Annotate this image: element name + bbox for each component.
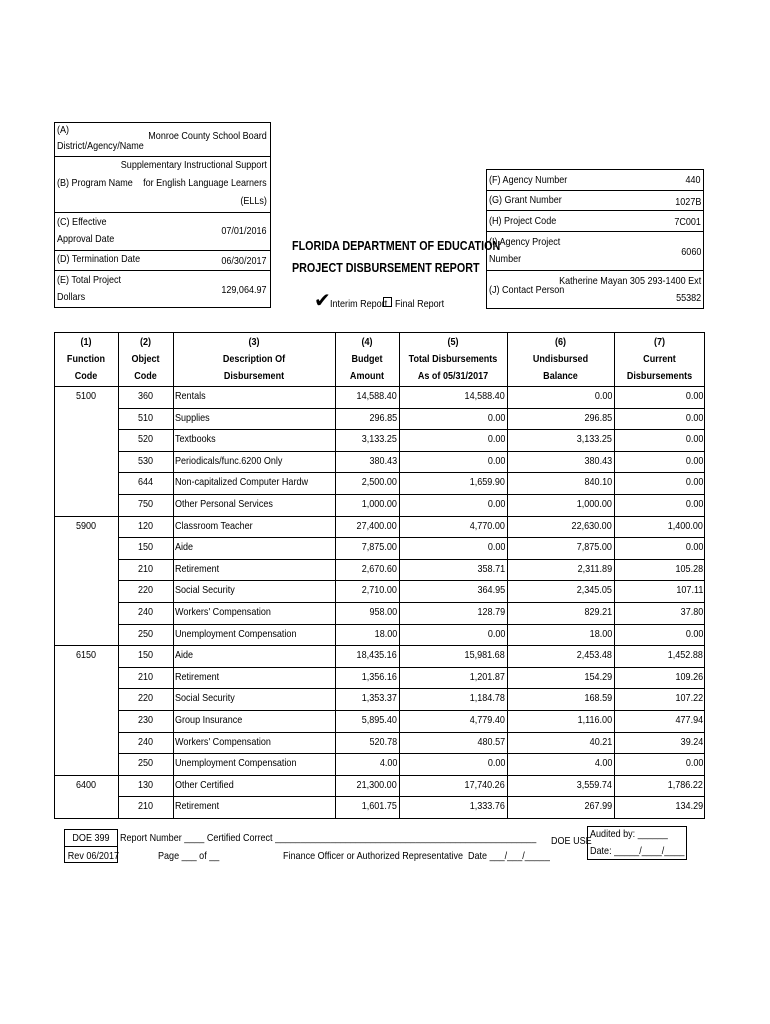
table-cell-undisbursed-balance[interactable]: 2,453.48 — [576, 649, 612, 662]
table-cell-undisbursed-balance[interactable]: 0.00 — [594, 390, 612, 402]
table-cell-description[interactable]: Workers' Compensation — [175, 606, 271, 618]
table-cell-description[interactable]: Social Security — [175, 692, 235, 705]
table-cell-budget-amount[interactable]: 1,000.00 — [361, 498, 397, 510]
column-header-undisbursed-balance: Balance — [543, 370, 578, 382]
table-cell-total-disbursements[interactable]: 0.00 — [487, 411, 505, 424]
table-cell-undisbursed-balance[interactable]: 40.21 — [589, 735, 612, 748]
table-cell-budget-amount[interactable]: 520.78 — [369, 735, 397, 748]
table-cell-object-code[interactable]: 530 — [137, 454, 154, 467]
table-cell-object-code[interactable]: 240 — [137, 606, 154, 618]
table-cell-undisbursed-balance[interactable]: 1,000.00 — [576, 498, 612, 510]
column-header-total-disbursements: As of 05/31/2017 — [417, 370, 489, 382]
column-header-budget-amount: Budget — [351, 353, 383, 365]
column-header-function-code: (1) — [80, 336, 92, 348]
table-cell-current-disbursements[interactable]: 0.00 — [685, 411, 703, 424]
table-cell-budget-amount[interactable]: 296.85 — [369, 411, 397, 424]
table-cell-budget-amount[interactable]: 5,895.40 — [361, 714, 397, 726]
table-cell-total-disbursements[interactable]: 1,201.87 — [469, 670, 505, 683]
interim-report-label[interactable]: Interim Report — [330, 298, 388, 310]
column-header-budget-amount: (4) — [361, 336, 373, 348]
table-cell-budget-amount[interactable]: 2,710.00 — [361, 584, 397, 597]
field-b-value-3[interactable]: (ELLs) — [240, 195, 267, 207]
field-c-label: (C) Effective — [57, 216, 107, 228]
form-number: DOE 399 — [72, 832, 110, 844]
page-of-line[interactable]: Page ___ of __ — [158, 850, 220, 862]
table-cell-budget-amount[interactable]: 18.00 — [374, 627, 397, 640]
finance-officer-label: Finance Officer or Authorized Representative — [283, 850, 464, 862]
field-a-label-2: District/Agency/Name — [57, 140, 144, 152]
table-cell-object-code[interactable]: 250 — [137, 627, 154, 640]
table-cell-undisbursed-balance[interactable]: 22,630.00 — [571, 519, 612, 532]
table-cell-undisbursed-balance[interactable]: 18.00 — [589, 627, 612, 640]
field-f-label: (F) Agency Number — [489, 174, 568, 186]
table-cell-total-disbursements[interactable]: 4,779.40 — [469, 714, 505, 726]
table-cell-description[interactable]: Other Personal Services — [175, 498, 273, 510]
table-cell-current-disbursements[interactable]: 107.22 — [675, 692, 703, 705]
table-cell-total-disbursements[interactable]: 0.00 — [487, 433, 505, 446]
table-cell-total-disbursements[interactable]: 358.71 — [477, 562, 505, 575]
table-cell-current-disbursements[interactable]: 105.28 — [675, 562, 703, 575]
column-header-description: Disbursement — [223, 370, 285, 382]
table-cell-object-code[interactable]: 210 — [137, 800, 154, 813]
checkmark-icon: ✔ — [314, 288, 331, 312]
table-cell-undisbursed-balance[interactable]: 1,116.00 — [577, 714, 612, 726]
table-cell-budget-amount[interactable]: 3,133.25 — [361, 433, 397, 446]
table-cell-current-disbursements[interactable]: 0.00 — [685, 454, 703, 467]
table-cell-budget-amount[interactable]: 1,353.37 — [361, 692, 397, 705]
column-header-description: Description Of — [222, 353, 286, 365]
table-cell-current-disbursements[interactable]: 37.80 — [680, 606, 703, 618]
column-header-current-disbursements: (7) — [653, 336, 666, 348]
column-header-total-disbursements: (5) — [447, 336, 459, 348]
table-cell-description[interactable]: Unemployment Compensation — [175, 757, 297, 770]
table-cell-current-disbursements[interactable]: 0.00 — [685, 757, 703, 770]
table-cell-undisbursed-balance[interactable]: 267.99 — [584, 800, 612, 813]
field-a-value[interactable]: Monroe County School Board — [148, 130, 267, 142]
table-cell-undisbursed-balance[interactable]: 154.29 — [584, 670, 612, 683]
table-cell-description[interactable]: Rentals — [175, 390, 206, 402]
table-cell-description[interactable]: Classroom Teacher — [175, 519, 253, 532]
table-cell-description[interactable]: Aide — [175, 649, 194, 662]
table-cell-current-disbursements[interactable]: 0.00 — [685, 433, 703, 446]
column-header-total-disbursements: Total Disbursements — [408, 353, 498, 365]
table-cell-object-code[interactable]: 230 — [137, 714, 154, 726]
audit-date-line[interactable]: Date: _____/____/____ — [590, 845, 685, 857]
table-cell-current-disbursements[interactable]: 39.24 — [680, 735, 703, 748]
table-cell-description[interactable]: Aide — [175, 541, 194, 554]
table-cell-description[interactable]: Social Security — [175, 584, 235, 597]
field-h-label: (H) Project Code — [489, 215, 557, 227]
table-cell-current-disbursements[interactable]: 477.94 — [675, 714, 703, 726]
field-j-label: (J) Contact Person — [489, 284, 565, 296]
field-i-label-2: Number — [489, 253, 522, 265]
table-cell-total-disbursements[interactable]: 15,981.68 — [464, 649, 505, 662]
table-cell-undisbursed-balance[interactable]: 380.43 — [584, 454, 612, 467]
table-cell-budget-amount[interactable]: 18,435.16 — [356, 649, 397, 662]
field-j-value-1[interactable]: Katherine Mayan 305 293-1400 Ext — [558, 275, 701, 287]
table-cell-current-disbursements[interactable]: 134.29 — [675, 800, 703, 813]
column-header-current-disbursements: Disbursements — [626, 370, 693, 382]
column-header-object-code: Object — [131, 353, 160, 365]
table-cell-current-disbursements[interactable]: 1,786.22 — [667, 778, 703, 791]
table-cell-total-disbursements[interactable]: 17,740.26 — [464, 778, 505, 791]
field-g-value[interactable]: 1027B — [674, 196, 701, 208]
table-cell-object-code[interactable]: 750 — [137, 498, 154, 510]
field-c-label-2: Approval Date — [57, 233, 115, 245]
table-cell-object-code[interactable]: 220 — [137, 692, 154, 705]
table-cell-object-code[interactable]: 150 — [137, 649, 154, 662]
table-cell-undisbursed-balance[interactable]: 2,345.05 — [576, 584, 612, 597]
doe-use-label: DOE USE — [551, 835, 592, 847]
table-cell-object-code[interactable]: 360 — [137, 390, 154, 402]
table-cell-description[interactable]: Periodicals/func.6200 Only — [175, 454, 283, 467]
table-cell-function-code[interactable]: 5900 — [75, 519, 97, 532]
table-cell-total-disbursements[interactable]: 0.00 — [487, 757, 505, 770]
table-cell-object-code[interactable]: 150 — [137, 541, 154, 554]
table-cell-budget-amount[interactable]: 1,601.75 — [361, 800, 397, 813]
table-cell-budget-amount[interactable]: 1,356.16 — [361, 670, 397, 683]
table-cell-total-disbursements[interactable]: 364.95 — [477, 584, 505, 597]
table-cell-function-code[interactable]: 6400 — [75, 778, 97, 791]
table-cell-object-code[interactable]: 520 — [137, 433, 154, 446]
table-cell-current-disbursements[interactable]: 0.00 — [685, 390, 703, 402]
column-header-undisbursed-balance: Undisbursed — [532, 353, 589, 365]
field-a-label: (A) — [57, 124, 70, 136]
column-header-function-code: Code — [74, 370, 98, 382]
table-cell-description[interactable]: Non-capitalized Computer Hardw — [175, 476, 309, 489]
column-header-undisbursed-balance: (6) — [554, 336, 567, 348]
table-cell-total-disbursements[interactable]: 1,184.78 — [469, 692, 505, 705]
table-cell-total-disbursements[interactable]: 0.00 — [487, 541, 505, 554]
field-e-label: (E) Total Project — [57, 274, 122, 286]
table-cell-description[interactable]: Retirement — [175, 800, 220, 813]
table-cell-total-disbursements[interactable]: 4,770.00 — [469, 519, 505, 532]
table-cell-total-disbursements[interactable]: 128.79 — [477, 606, 505, 618]
table-cell-undisbursed-balance[interactable]: 2,311.89 — [577, 562, 612, 575]
table-cell-description[interactable]: Unemployment Compensation — [175, 627, 297, 640]
table-cell-object-code[interactable]: 210 — [137, 562, 154, 575]
table-cell-object-code[interactable]: 210 — [137, 670, 154, 683]
table-cell-total-disbursements[interactable]: 0.00 — [487, 627, 505, 640]
table-cell-description[interactable]: Workers' Compensation — [175, 735, 271, 748]
table-cell-undisbursed-balance[interactable]: 168.59 — [584, 692, 612, 705]
table-cell-undisbursed-balance[interactable]: 7,875.00 — [576, 541, 612, 554]
table-cell-object-code[interactable]: 240 — [137, 735, 154, 748]
table-cell-object-code[interactable]: 644 — [137, 476, 154, 489]
table-cell-budget-amount[interactable]: 4.00 — [379, 757, 397, 770]
table-cell-current-disbursements[interactable]: 109.26 — [675, 670, 703, 683]
table-cell-undisbursed-balance[interactable]: 296.85 — [584, 411, 612, 424]
table-cell-budget-amount[interactable]: 27,400.00 — [356, 519, 397, 532]
column-header-current-disbursements: Current — [643, 353, 676, 365]
table-cell-total-disbursements[interactable]: 1,333.76 — [469, 800, 505, 813]
table-cell-budget-amount[interactable]: 958.00 — [369, 606, 397, 618]
table-cell-function-code[interactable]: 6150 — [75, 649, 97, 662]
table-cell-undisbursed-balance[interactable]: 840.10 — [584, 476, 612, 489]
table-cell-current-disbursements[interactable]: 0.00 — [685, 541, 703, 554]
form-revision: Rev 06/2017 — [67, 850, 119, 862]
table-cell-budget-amount[interactable]: 7,875.00 — [361, 541, 397, 554]
table-cell-current-disbursements[interactable]: 1,400.00 — [667, 519, 703, 532]
table-cell-total-disbursements[interactable]: 14,588.40 — [464, 390, 505, 402]
field-f-value[interactable]: 440 — [685, 174, 701, 186]
table-cell-budget-amount[interactable]: 380.43 — [369, 454, 397, 467]
report-number-line[interactable]: Report Number ____ Certified Correct ____________________________________________________ — [120, 832, 537, 844]
table-cell-function-code[interactable]: 5100 — [75, 390, 97, 402]
column-header-object-code: (2) — [139, 336, 152, 348]
table-cell-total-disbursements[interactable]: 0.00 — [487, 454, 505, 467]
table-cell-undisbursed-balance[interactable]: 4.00 — [594, 757, 612, 770]
table-cell-total-disbursements[interactable]: 480.57 — [477, 735, 505, 748]
table-cell-description[interactable]: Group Insurance — [175, 714, 243, 726]
field-i-label: (I) Agency Project — [489, 236, 561, 248]
table-cell-current-disbursements[interactable]: 0.00 — [685, 498, 703, 510]
field-b-value-1[interactable]: Supplementary Instructional Support — [120, 159, 267, 171]
page-subtitle: PROJECT DISBURSEMENT REPORT — [292, 261, 480, 275]
table-cell-total-disbursements[interactable]: 1,659.90 — [469, 476, 505, 489]
table-cell-current-disbursements[interactable]: 0.00 — [685, 476, 703, 489]
table-cell-budget-amount[interactable]: 21,300.00 — [356, 778, 397, 791]
table-cell-object-code[interactable]: 220 — [137, 584, 154, 597]
date-line[interactable]: Date ___/___/_____ — [468, 850, 550, 862]
column-header-description: (3) — [248, 336, 260, 348]
table-cell-object-code[interactable]: 250 — [137, 757, 154, 770]
field-c-value[interactable]: 07/01/2016 — [221, 225, 267, 237]
column-header-function-code: Function — [66, 353, 106, 365]
table-cell-undisbursed-balance[interactable]: 3,133.25 — [576, 433, 612, 446]
page-title: FLORIDA DEPARTMENT OF EDUCATION — [292, 239, 501, 253]
table-cell-current-disbursements[interactable]: 1,452.88 — [667, 649, 703, 662]
field-j-value-2[interactable]: 55382 — [675, 292, 701, 304]
field-e-value[interactable]: 129,064.97 — [221, 284, 267, 296]
table-cell-object-code[interactable]: 510 — [137, 411, 154, 424]
field-i-value[interactable]: 6060 — [680, 246, 701, 258]
field-h-value[interactable]: 7C001 — [674, 216, 701, 228]
column-header-budget-amount: Amount — [349, 370, 385, 382]
field-g-label: (G) Grant Number — [489, 194, 562, 206]
table-cell-description[interactable]: Retirement — [175, 670, 220, 683]
field-e-label-2: Dollars — [57, 291, 86, 303]
table-cell-description[interactable]: Retirement — [175, 562, 220, 575]
column-header-object-code: Code — [134, 370, 157, 382]
field-b-label: (B) Program Name — [57, 177, 133, 189]
table-cell-description[interactable]: Other Certified — [175, 778, 234, 791]
table-cell-budget-amount[interactable]: 2,670.60 — [361, 562, 397, 575]
table-cell-object-code[interactable]: 130 — [137, 778, 154, 791]
final-report-checkbox[interactable] — [383, 297, 392, 307]
disbursement-table — [54, 332, 705, 819]
table-cell-current-disbursements[interactable]: 0.00 — [685, 627, 703, 640]
final-report-label[interactable]: Final Report — [395, 298, 445, 310]
table-cell-total-disbursements[interactable]: 0.00 — [487, 498, 505, 510]
table-cell-undisbursed-balance[interactable]: 3,559.74 — [576, 778, 612, 791]
audited-by-line[interactable]: Audited by: ______ — [590, 828, 668, 840]
field-b-value-2[interactable]: for English Language Learners — [143, 177, 267, 189]
table-cell-object-code[interactable]: 120 — [137, 519, 154, 532]
field-d-value[interactable]: 06/30/2017 — [221, 255, 267, 267]
table-cell-budget-amount[interactable]: 14,588.40 — [356, 390, 397, 402]
field-d-label: (D) Termination Date — [57, 253, 141, 265]
table-cell-budget-amount[interactable]: 2,500.00 — [361, 476, 397, 489]
table-cell-undisbursed-balance[interactable]: 829.21 — [584, 606, 612, 618]
table-cell-description[interactable]: Textbooks — [175, 433, 216, 446]
table-cell-current-disbursements[interactable]: 107.11 — [676, 584, 703, 597]
table-cell-description[interactable]: Supplies — [175, 411, 210, 424]
